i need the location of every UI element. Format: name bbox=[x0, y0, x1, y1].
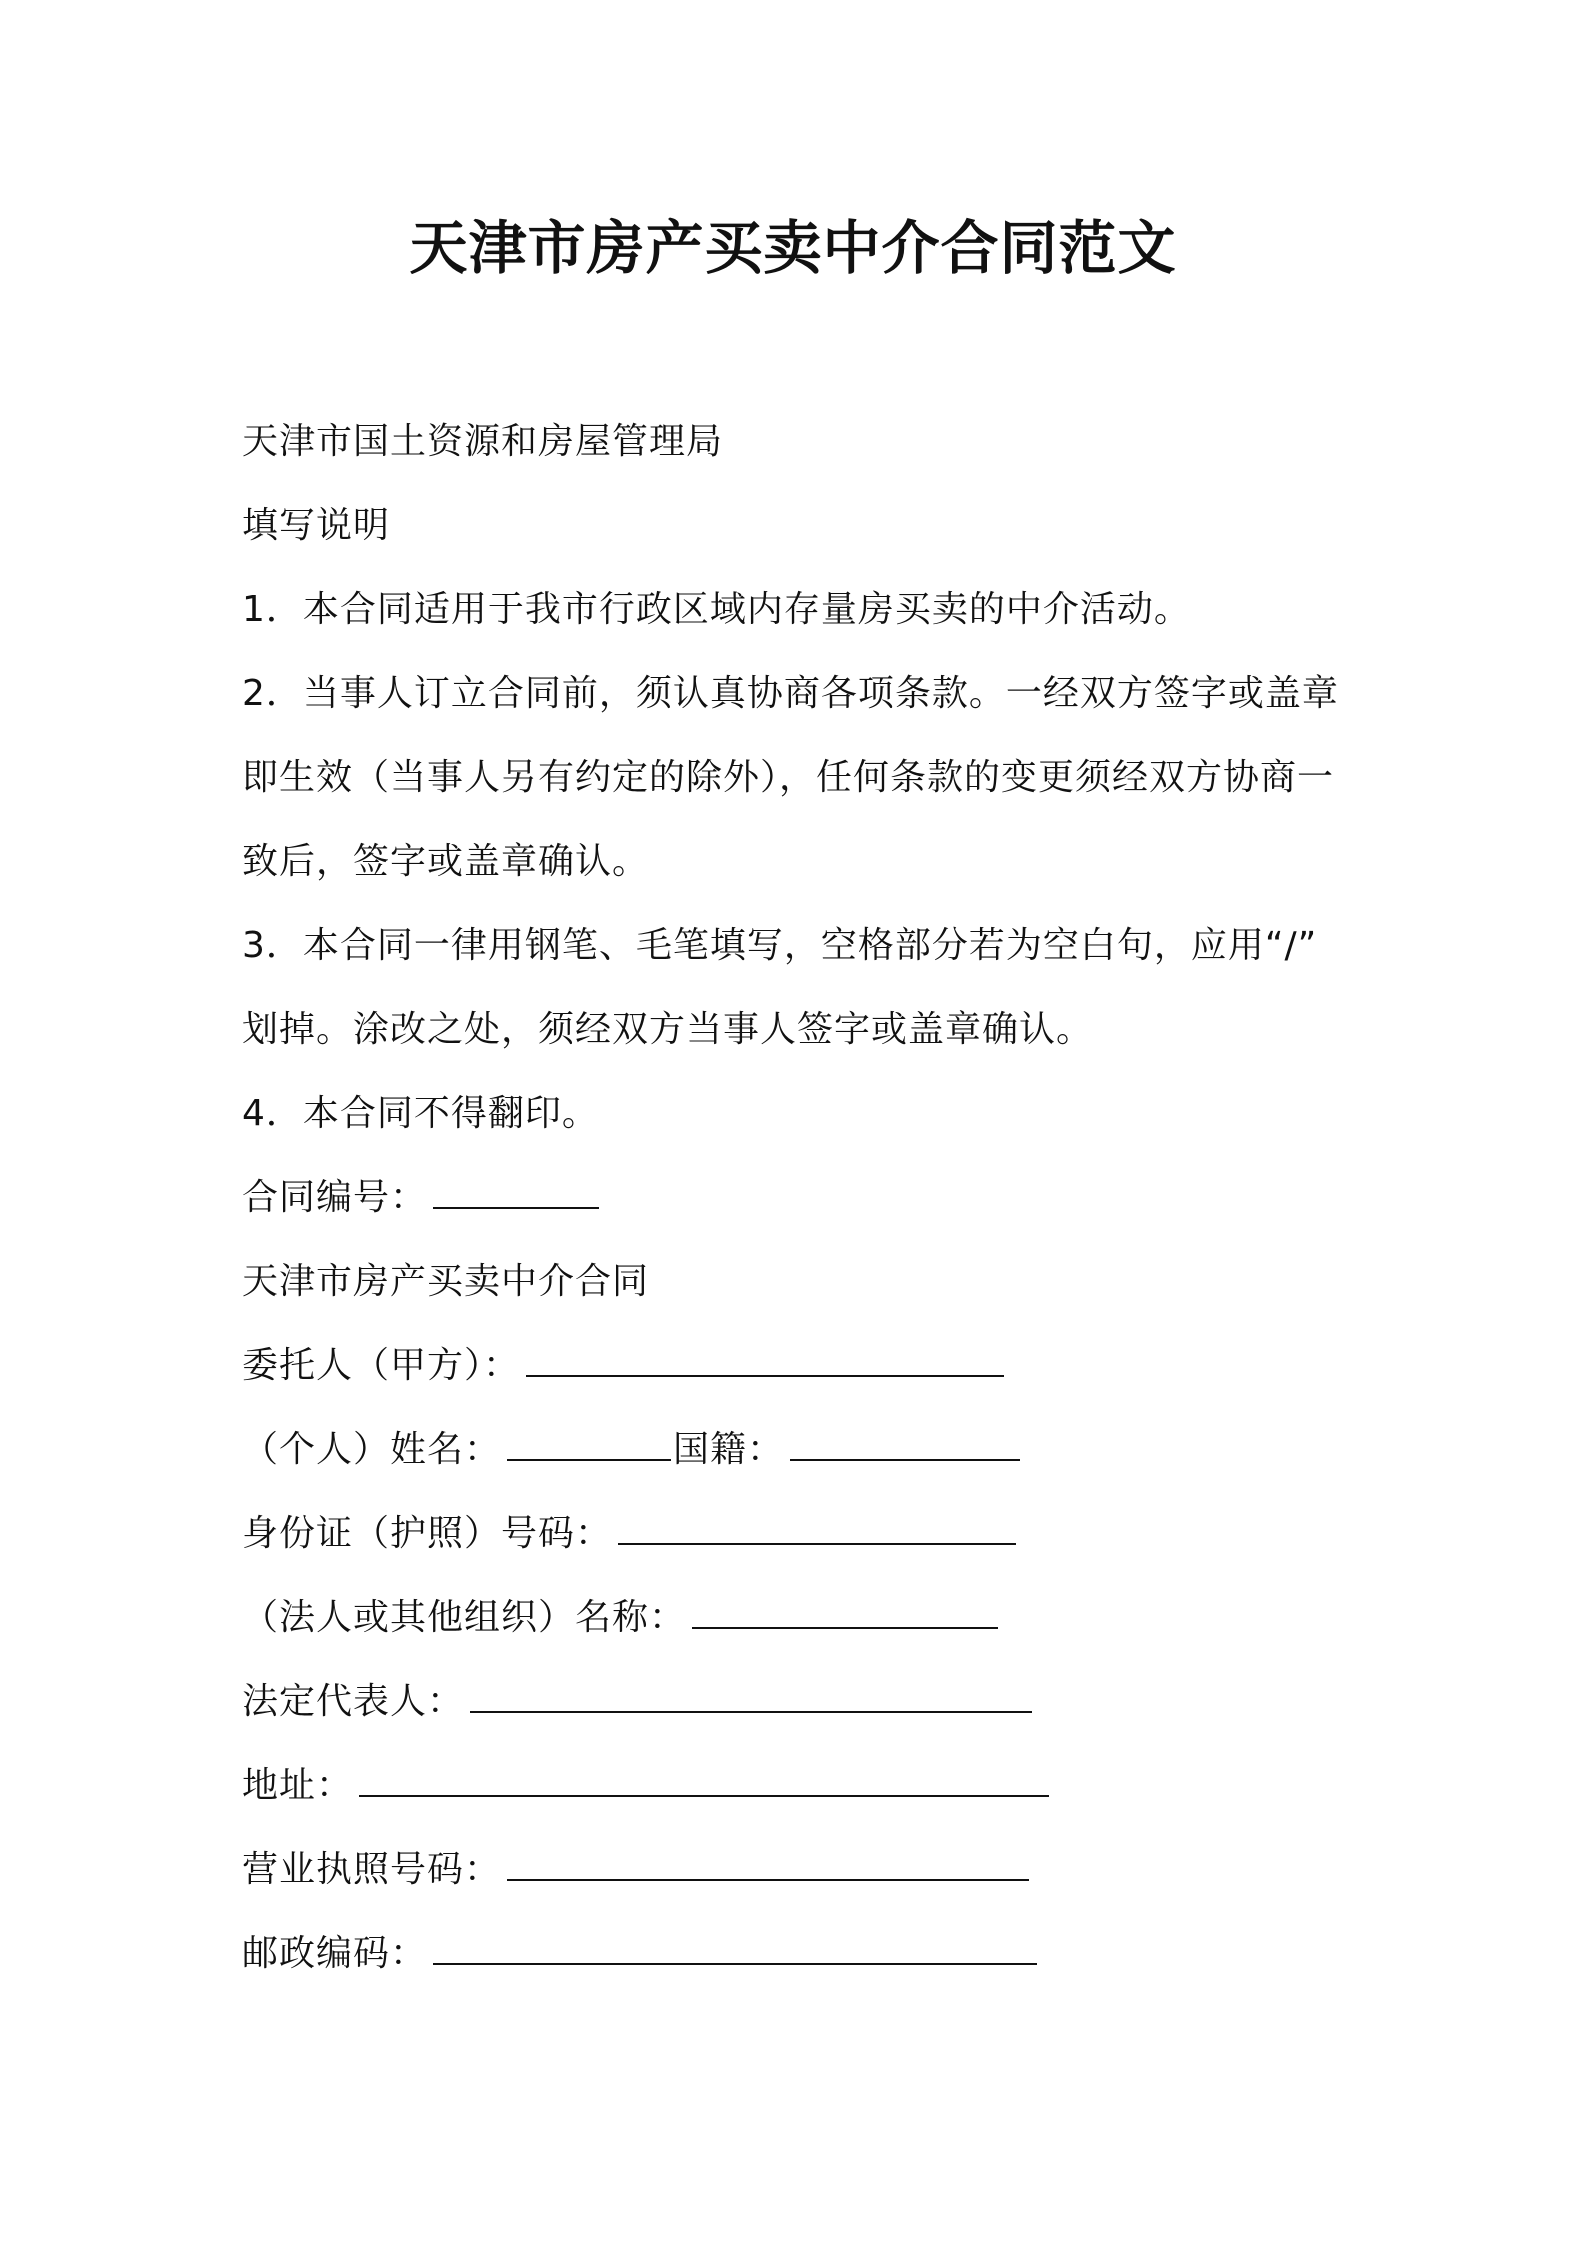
individual-row bbox=[242, 1408, 1352, 1492]
id-number-row bbox=[242, 1492, 1352, 1576]
id-number-blank[interactable] bbox=[618, 1513, 1016, 1545]
contract-number-blank[interactable] bbox=[433, 1177, 599, 1209]
issuer-line: 天津市国土资源和房屋管理局 bbox=[242, 421, 724, 462]
postal-code-row bbox=[242, 1912, 1352, 1996]
instructions-heading: 填写说明 bbox=[242, 505, 391, 546]
address-blank[interactable] bbox=[359, 1765, 1049, 1797]
contract-name: 天津市房产买卖中介合同 bbox=[242, 1261, 650, 1302]
instruction-line: 致后，签字或盖章确认。 bbox=[242, 841, 650, 882]
address-label: 地址： bbox=[242, 1765, 354, 1806]
nationality-blank[interactable] bbox=[790, 1429, 1020, 1461]
org-name-row bbox=[242, 1576, 1352, 1660]
license-number-label: 营业执照号码： bbox=[242, 1849, 502, 1890]
individual-name-blank[interactable] bbox=[507, 1429, 671, 1461]
document-title: 天津市房产买卖中介合同范文 bbox=[409, 214, 1177, 282]
address-row bbox=[242, 1744, 1352, 1828]
legal-rep-label: 法定代表人： bbox=[242, 1681, 465, 1722]
org-name-blank[interactable] bbox=[692, 1597, 998, 1629]
instruction-line: 1．本合同适用于我市行政区域内存量房买卖的中介活动。 bbox=[242, 589, 1191, 630]
principal-blank[interactable] bbox=[526, 1345, 1004, 1377]
contract-number-label: 合同编号： bbox=[242, 1177, 428, 1218]
nationality-label: 国籍： bbox=[673, 1429, 785, 1470]
instruction-line: 3．本合同一律用钢笔、毛笔填写，空格部分若为空白句，应用“/” bbox=[242, 925, 1318, 966]
instruction-line: 2．当事人订立合同前，须认真协商各项条款。一经双方签字或盖章 bbox=[242, 673, 1339, 714]
legal-rep-row bbox=[242, 1660, 1352, 1744]
principal-row bbox=[242, 1324, 1352, 1408]
instruction-line: 即生效（当事人另有约定的除外），任何条款的变更须经双方协商一 bbox=[242, 757, 1335, 798]
license-number-blank[interactable] bbox=[507, 1849, 1029, 1881]
principal-label: 委托人（甲方）： bbox=[242, 1345, 521, 1386]
contract-number-row bbox=[242, 1156, 1352, 1240]
instruction-line: 4．本合同不得翻印。 bbox=[242, 1093, 599, 1134]
document-body bbox=[242, 400, 1352, 1996]
postal-code-label: 邮政编码： bbox=[242, 1933, 428, 1974]
legal-rep-blank[interactable] bbox=[470, 1681, 1032, 1713]
instruction-line: 划掉。涂改之处，须经双方当事人签字或盖章确认。 bbox=[242, 1009, 1094, 1050]
id-number-label: 身份证（护照）号码： bbox=[242, 1513, 613, 1554]
org-name-label: （法人或其他组织）名称： bbox=[242, 1597, 687, 1638]
license-number-row bbox=[242, 1828, 1352, 1912]
individual-name-label: （个人）姓名： bbox=[242, 1429, 502, 1470]
postal-code-blank[interactable] bbox=[433, 1933, 1037, 1965]
